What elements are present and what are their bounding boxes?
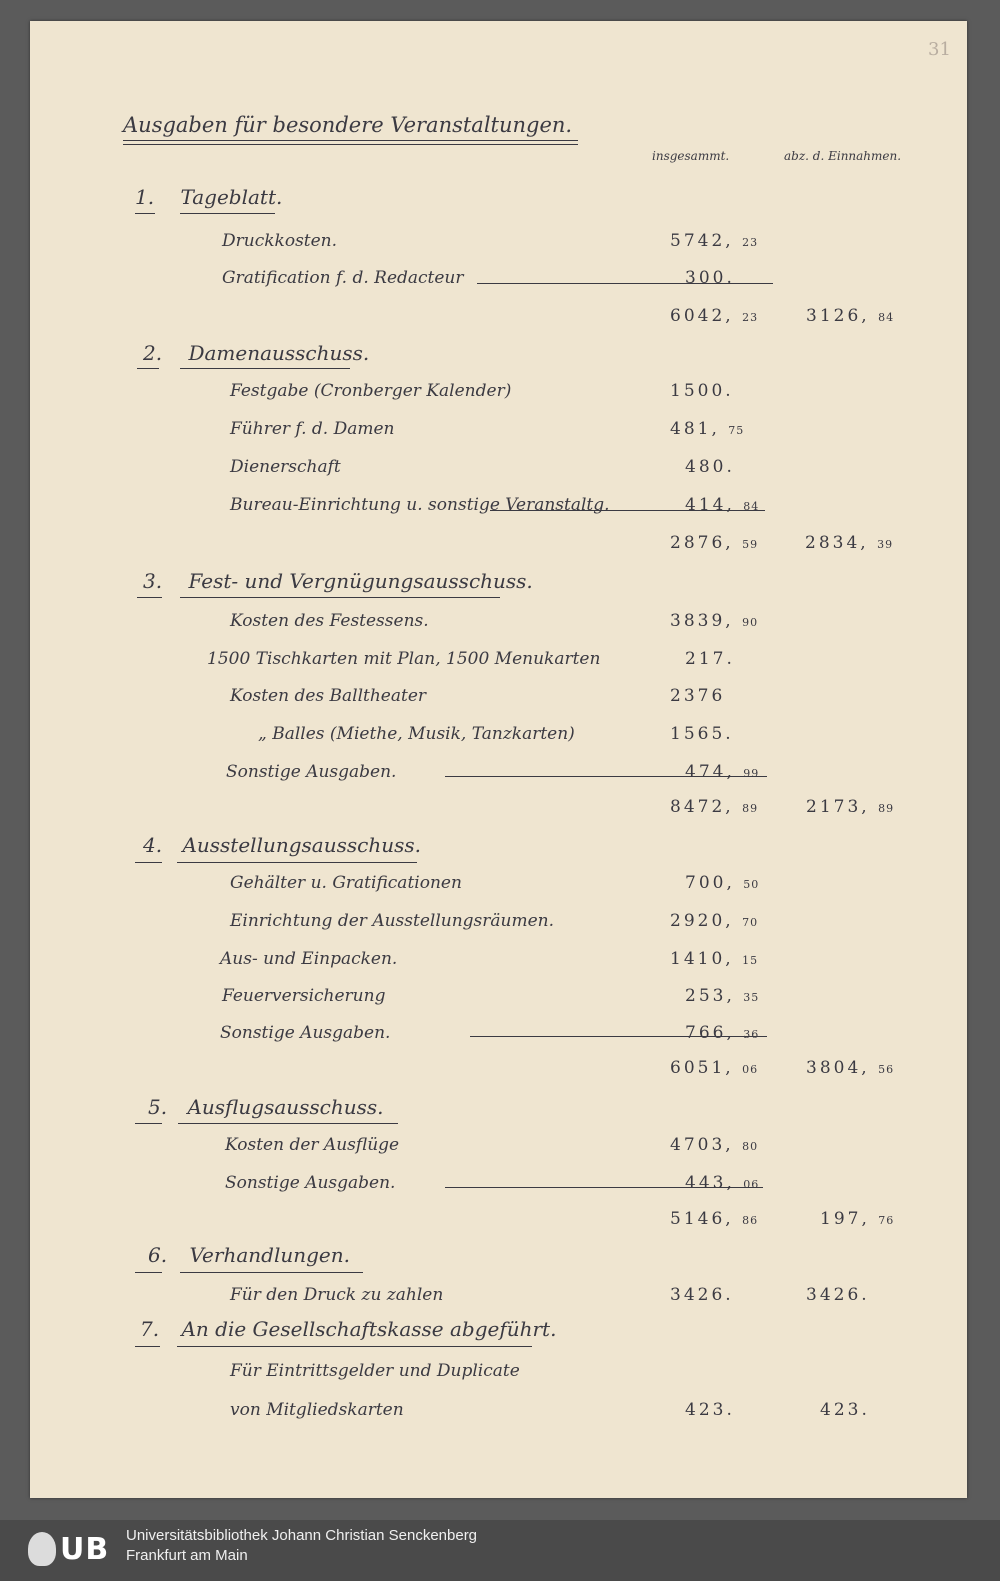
section-heading-6 — [148, 1243, 350, 1267]
section-heading-3 — [143, 569, 533, 593]
section-number: 2. — [143, 341, 163, 365]
line-item-amount: 2920, 70 — [670, 911, 759, 931]
section-number: 5. — [148, 1095, 168, 1119]
section-number-underline — [137, 597, 162, 598]
section-title: Verhandlungen. — [189, 1243, 350, 1267]
footer-city: Frankfurt am Main — [126, 1547, 248, 1564]
line-item-label: Druckkosten. — [222, 231, 338, 251]
section-number-underline — [137, 368, 159, 369]
line-item-amount: 2376 — [670, 686, 726, 706]
manuscript-page — [30, 21, 967, 1498]
section-number: 6. — [148, 1243, 168, 1267]
section-number: 4. — [143, 833, 163, 857]
section-title-underline — [180, 368, 350, 369]
line-item-label: Aus- und Einpacken. — [220, 949, 398, 969]
library-logo — [28, 1530, 118, 1568]
line-item-label: Einrichtung der Ausstellungsräumen. — [230, 911, 555, 931]
section-net: 423. — [820, 1400, 870, 1420]
line-item-label: Dienerschaft — [230, 457, 341, 477]
line-item-label: Kosten des Festessens. — [230, 611, 429, 631]
section-title-underline — [180, 597, 500, 598]
line-item-amount: 4703, 80 — [670, 1135, 759, 1155]
line-item-amount: 217. — [685, 649, 735, 669]
section-title-underline — [178, 1123, 398, 1124]
section-net: 2173, 89 — [806, 797, 895, 817]
section-total: 2876, 59 — [670, 533, 759, 553]
page-number: 31 — [928, 39, 951, 60]
column-header-net: abz. d. Einnahmen. — [784, 149, 902, 163]
section-title: Fest- und Vergnügungsausschuss. — [188, 569, 533, 593]
section-number-underline — [135, 1346, 160, 1347]
line-item-label: „ Balles (Miethe, Musik, Tanzkarten) — [258, 724, 575, 744]
section-title: Ausstellungsausschuss. — [182, 833, 421, 857]
page-title: Ausgaben für besondere Veranstaltungen. — [123, 113, 573, 137]
line-item-amount: 5742, 23 — [670, 231, 759, 251]
section-total: 6042, 23 — [670, 306, 759, 326]
section-title: An die Gesellschaftskasse abgeführt. — [181, 1317, 557, 1341]
section-heading-7 — [140, 1317, 556, 1341]
sum-rule — [445, 1187, 763, 1188]
section-number-underline — [135, 1123, 162, 1124]
line-item-amount: 766, 36 — [685, 1023, 760, 1043]
line-item-amount: 443, 06 — [685, 1173, 760, 1193]
line-item-label: Sonstige Ausgaben. — [226, 762, 397, 782]
section-title-underline — [180, 1272, 363, 1273]
section-title: Tageblatt. — [180, 185, 283, 209]
section-heading-2 — [143, 341, 369, 365]
line-item-label: Kosten der Ausflüge — [225, 1135, 400, 1155]
section-net: 197, 76 — [820, 1209, 895, 1229]
line-item-amount: 481, 75 — [670, 419, 745, 439]
sum-rule — [445, 776, 767, 777]
line-item-amount: 253, 35 — [685, 986, 760, 1006]
section-heading-1 — [135, 185, 282, 209]
section-net: 2834, 39 — [805, 533, 894, 553]
line-item-amount: 3426. — [670, 1285, 734, 1305]
sum-rule — [490, 510, 765, 511]
section-title: Damenausschuss. — [188, 341, 370, 365]
line-item-amount: 1500. — [670, 381, 734, 401]
line-item-label: 1500 Tischkarten mit Plan, 1500 Menukarten — [207, 649, 601, 669]
sum-rule — [477, 283, 773, 284]
section-number: 3. — [143, 569, 163, 593]
line-item-label: von Mitgliedskarten — [230, 1400, 404, 1420]
section-total: 8472, 89 — [670, 797, 759, 817]
footer-institution: Universitätsbibliothek Johann Christian Senckenberg — [126, 1527, 478, 1544]
section-number-underline — [135, 1272, 162, 1273]
line-item-label: Für den Druck zu zahlen — [230, 1285, 444, 1305]
line-item-amount: 700, 50 — [685, 873, 760, 893]
line-item-label: Bureau-Einrichtung u. sonstige Veranstaltg. — [230, 495, 610, 515]
line-item-amount: 1410, 15 — [670, 949, 759, 969]
line-item-label: Festgabe (Cronberger Kalender) — [230, 381, 512, 401]
section-number: 7. — [140, 1317, 160, 1341]
line-item-label: Gratification f. d. Redacteur — [222, 268, 464, 288]
section-title-underline — [177, 1346, 532, 1347]
line-item-amount: 474, 99 — [685, 762, 760, 782]
section-net: 3426. — [806, 1285, 870, 1305]
line-item-label: Führer f. d. Damen — [230, 419, 395, 439]
line-item-amount: 3839, 90 — [670, 611, 759, 631]
section-title: Ausflugsausschuss. — [187, 1095, 384, 1119]
section-heading-5 — [148, 1095, 384, 1119]
line-item-label: Gehälter u. Gratificationen — [230, 873, 462, 893]
column-header-total: insgesammt. — [652, 149, 730, 163]
section-number-underline — [135, 862, 162, 863]
section-number-underline — [135, 213, 155, 214]
section-title-underline — [180, 213, 275, 214]
line-item-amount: 423. — [685, 1400, 735, 1420]
line-item-label: Für Eintrittsgelder und Duplicate — [230, 1361, 520, 1381]
line-item-label: Sonstige Ausgaben. — [220, 1023, 391, 1043]
library-footer — [0, 1520, 1000, 1581]
title-underline — [123, 140, 578, 141]
section-total: 5146, 86 — [670, 1209, 759, 1229]
sum-rule — [470, 1036, 767, 1037]
portrait-icon — [28, 1532, 56, 1566]
line-item-label: Kosten des Balltheater — [230, 686, 427, 706]
line-item-amount: 300. — [685, 268, 735, 288]
title-underline-double — [123, 144, 578, 145]
section-net: 3804, 56 — [806, 1058, 895, 1078]
section-net: 3126, 84 — [806, 306, 895, 326]
line-item-amount: 1565. — [670, 724, 734, 744]
logo-text: UB — [60, 1532, 110, 1567]
line-item-amount: 414, 84 — [685, 495, 760, 515]
section-number: 1. — [135, 185, 155, 209]
section-title-underline — [177, 862, 417, 863]
line-item-amount: 480. — [685, 457, 735, 477]
line-item-label: Sonstige Ausgaben. — [225, 1173, 396, 1193]
line-item-label: Feuerversicherung — [222, 986, 386, 1006]
section-heading-4 — [143, 833, 421, 857]
section-total: 6051, 06 — [670, 1058, 759, 1078]
